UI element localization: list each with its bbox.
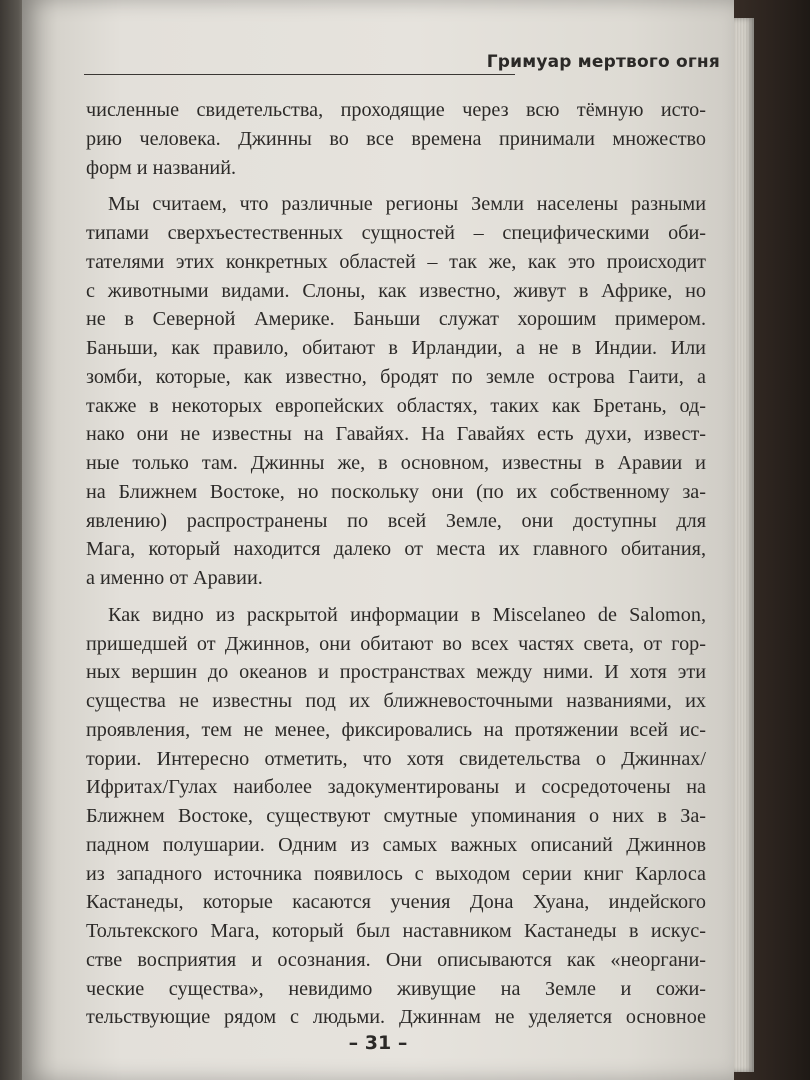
text-line: Мы считаем, что различные регионы Земли населены разными: [108, 193, 706, 216]
text-line: ческие существа», невидимо живущие на Земле и сожи-: [86, 977, 706, 1000]
text-line: пришедшей от Джиннов, они обитают во всех частях света, от гор-: [86, 632, 706, 655]
text-line: явлению) распространены по всей Земле, они доступны для: [86, 509, 706, 532]
text-line: ных вершин до океанов и пространствах между ними. И хотя эти: [86, 661, 706, 684]
text-line: ные только там. Джинны же, в основном, известны в Аравии и: [86, 452, 706, 474]
running-title: Гримуар мертвого огня: [486, 52, 720, 72]
text-line: Баньши, как правило, обитают в Ирландии, а не в Индии. Или: [86, 337, 706, 359]
book-page: [22, 0, 734, 1080]
text-line: численные свидетельства, проходящие через всю тёмную исто-: [86, 99, 706, 121]
paragraph-2: [86, 190, 706, 593]
text-line: с животными видами. Слоны, как известно, живут в Африке, но: [86, 279, 706, 302]
text-line: проявления, тем не менее, фиксировались на протяжении всей ис-: [86, 718, 706, 741]
text-line: также в некоторых европейских областях, таких как Бретань, од-: [86, 394, 706, 417]
text-line: нако они не известны на Гавайях. На Гавайях есть духи, извест-: [86, 423, 706, 446]
header-rule: [84, 74, 515, 75]
paragraph-3: [86, 601, 706, 1032]
page-number: – 31 –: [348, 1032, 408, 1054]
text-line: существа не известны под их ближневосточными названиями, их: [86, 690, 706, 712]
text-line: рию человека. Джинны во все времена принимали множество: [86, 127, 706, 150]
running-header: [84, 52, 720, 82]
text-line: Кастанеды, которые касаются учения Дона Хуана, индейского: [86, 891, 706, 914]
text-line: стве восприятия и осознания. Они описываются как «неоргани-: [86, 948, 706, 971]
text-line: падном полушарии. Одним из самых важных описаний Джиннов: [86, 833, 706, 856]
text-line: тельствующие рядом с людьми. Джиннам не уделяется основное: [86, 1006, 706, 1029]
text-line: на Ближнем Востоке, но поскольку они (по их собственному за-: [86, 480, 706, 503]
text-line: Ифритах/Гулах наиболее задокументированы и сосредоточены на: [86, 776, 706, 799]
text-line: не в Северной Америке. Баньши служат хорошим примером.: [86, 308, 706, 331]
text-line: типами сверхъестественных сущностей – специфическими оби-: [86, 222, 706, 244]
text-line: тории. Интересно отметить, что хотя свидетельства о Джиннах/: [86, 747, 706, 770]
text-line: тателями этих конкретных областей – так же, как это происходит: [86, 250, 706, 273]
body-text: [86, 96, 706, 1040]
text-line: зомби, которые, как известно, бродят по земле острова Гаити, а: [86, 365, 706, 388]
text-line: из западного источника появилось с выходом серии книг Карлоса: [86, 862, 706, 885]
text-line: форм и названий.: [86, 156, 237, 179]
text-line: а именно от Аравии.: [86, 567, 263, 589]
text-line: Тольтекского Мага, который был наставником Кастанеды в искус-: [86, 920, 706, 942]
text-line: Как видно из раскрытой информации в Miscelaneo de Salomon,: [108, 603, 706, 626]
paragraph-1: [86, 96, 706, 182]
text-line: Мага, который находится далеко от места их главного обитания,: [86, 538, 706, 561]
text-line: Ближнем Востоке, существуют смутные упоминания о них в За-: [86, 805, 706, 827]
